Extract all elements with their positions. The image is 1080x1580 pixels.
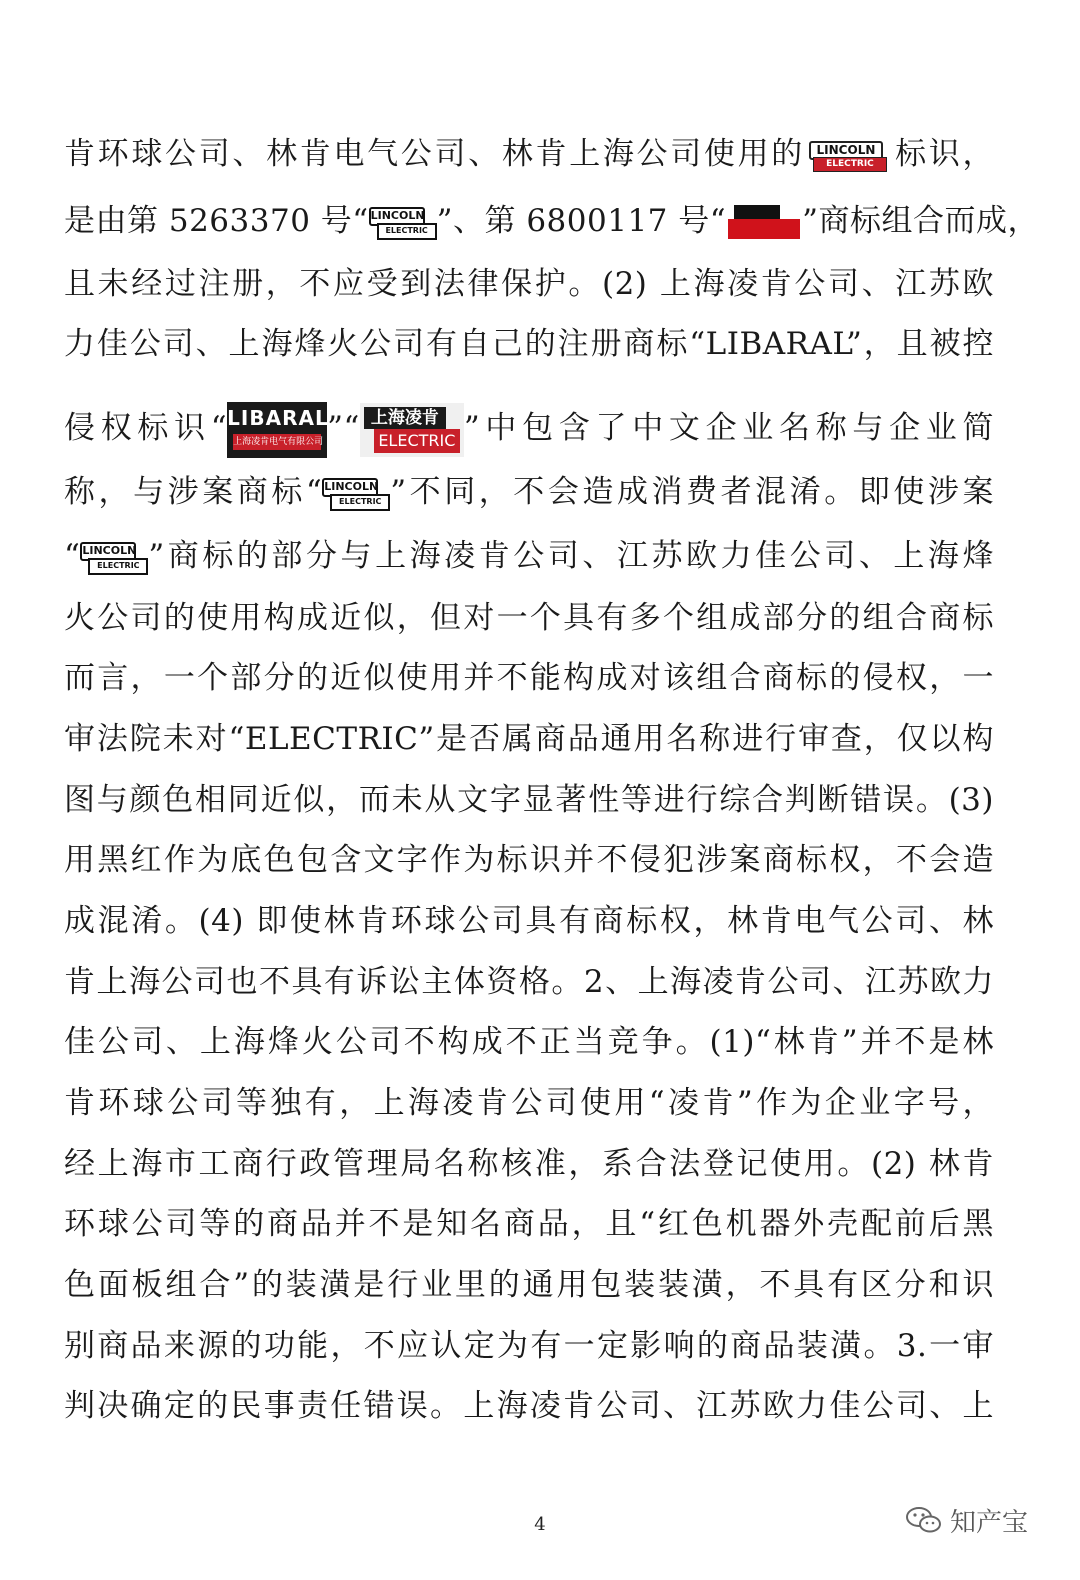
lincoln-electric-logo-bw: LINCOLN ELECTRIC (322, 478, 390, 510)
text-line-7: “ LINCOLN ELECTRIC ”商标的部分与上海凌肯公司、江苏欧力佳公司、上海烽 (64, 538, 994, 574)
text-line-6: 称，与涉案商标“ LINCOLN ELECTRIC ”不同，不会造成消费者混淆。即使涉案 (64, 474, 994, 510)
libaral-logo: LIBARAL 上海凌肯电气有限公司 (227, 402, 327, 458)
text-line-17: 经上海市工商行政管理局名称核准，系合法登记使用。(2) 林肯 (64, 1146, 994, 1182)
text-line-14: 肯上海公司也不具有诉讼主体资格。2、上海凌肯公司、江苏欧力 (64, 964, 994, 1000)
text-line-4: 力佳公司、上海烽火公司有自己的注册商标“LIBARAL”，且被控 (64, 326, 994, 362)
lincoln-electric-logo-bw: LINCOLN ELECTRIC (369, 207, 437, 239)
page-number: 4 (534, 1514, 546, 1535)
text-line-16: 肯环球公司等独有，上海凌肯公司使用“凌肯”作为企业字号， (64, 1085, 994, 1121)
text-line-5: 侵权标识“ LIBARAL 上海凌肯电气有限公司 ”“ 上海凌肯 ELECTRIC ”中包含了中文企业名称与企业简 (64, 394, 994, 462)
text-line-13: 成混淆。(4) 即使林肯环球公司具有商标权，林肯电气公司、林 (64, 903, 994, 939)
text-line-11: 图与颜色相同近似，而未从文字显著性等进行综合判断错误。(3) (64, 782, 994, 818)
text-line-18: 环球公司等的商品并不是知名商品，且“红色机器外壳配前后黑 (64, 1206, 994, 1242)
text-line-2: 是由第 5263370 号“ LINCOLN ELECTRIC ”、第 6800117 号“ ”商标组合而成， (64, 203, 1039, 239)
text-line-10: 审法院未对“ELECTRIC”是否属商品通用名称进行审查，仅以构 (64, 721, 994, 757)
text-line-3: 且未经过注册，不应受到法律保护。(2) 上海凌肯公司、江苏欧 (64, 266, 994, 302)
text-line-19: 色面板组合”的装潢是行业里的通用包装装潢，不具有区分和识 (64, 1267, 994, 1303)
text-line-15: 佳公司、上海烽火公司不构成不正当竞争。(1)“林肯”并不是林 (64, 1024, 994, 1060)
text-line-9: 而言，一个部分的近似使用并不能构成对该组合商标的侵权，一 (64, 660, 994, 696)
text-line-21: 判决确定的民事责任错误。上海凌肯公司、江苏欧力佳公司、上 (64, 1388, 994, 1424)
text-line-1: 肯环球公司、林肯电气公司、林肯上海公司使用的 LINCOLN ELECTRIC 标识， (64, 136, 995, 172)
source-watermark (904, 1500, 1028, 1540)
lingken-electric-logo: 上海凌肯 ELECTRIC (360, 403, 464, 457)
red-black-block-mark (726, 205, 802, 241)
lincoln-electric-logo-red: LINCOLN ELECTRIC (805, 141, 893, 171)
watermark-text: 知产宝 (950, 1507, 1029, 1538)
text-line-8: 火公司的使用构成近似，但对一个具有多个组成部分的组合商标 (64, 600, 994, 636)
text-line-20: 别商品来源的功能，不应认定为有一定影响的商品装潢。3.一审 (64, 1328, 994, 1364)
lincoln-electric-logo-bw: LINCOLN ELECTRIC (80, 542, 148, 574)
wechat-icon (904, 1505, 944, 1535)
text-line-12: 用黑红作为底色包含文字作为标识并不侵犯涉案商标权，不会造 (64, 842, 994, 878)
